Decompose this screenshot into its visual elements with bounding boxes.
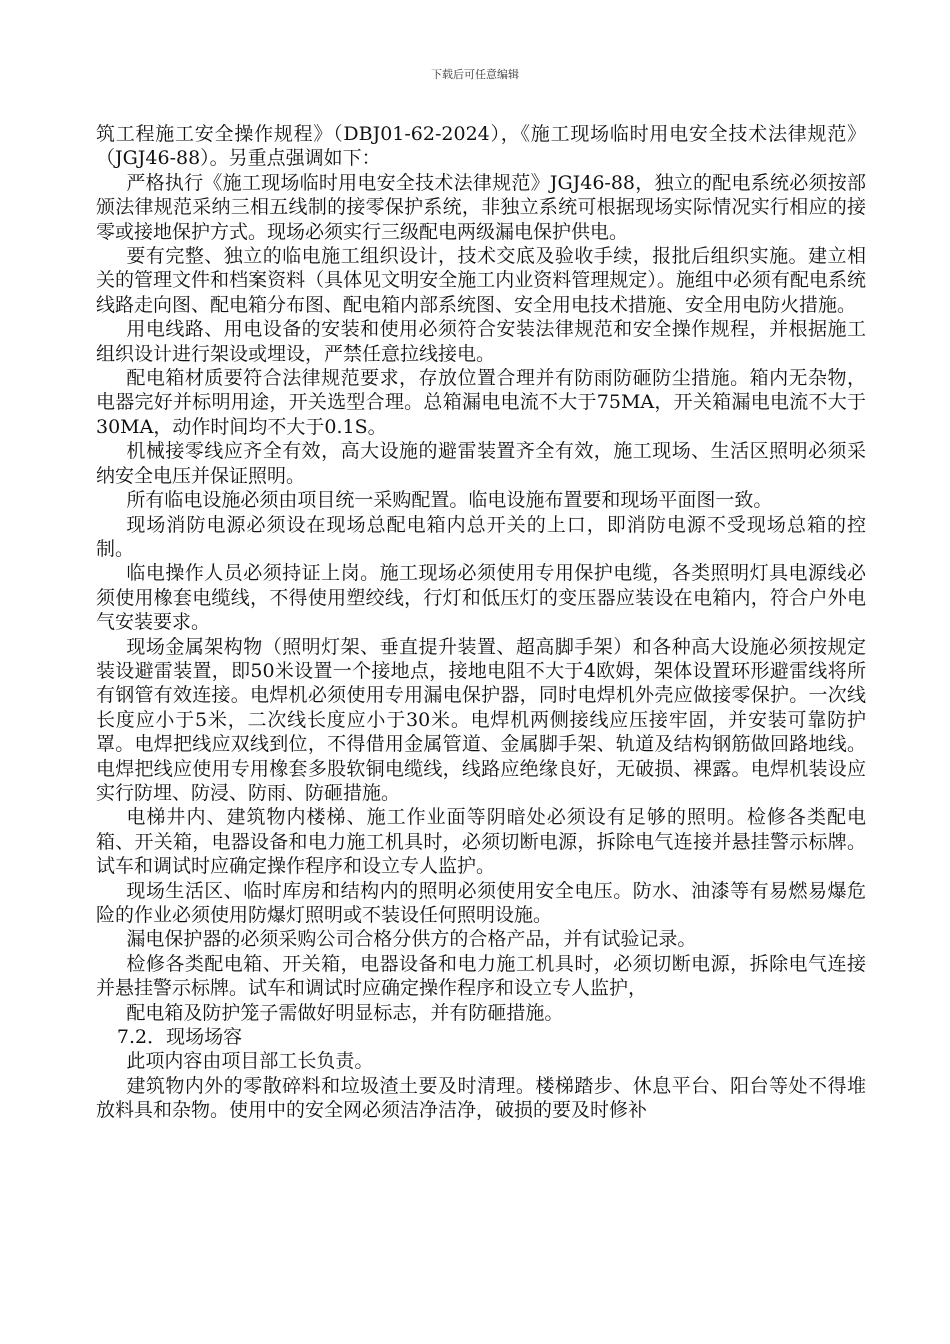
paragraph: 现场消防电源必须设在现场总配电箱内总开关的上口，即消防电源不受现场总箱的控制。 <box>96 513 866 560</box>
paragraph: 临电操作人员必须持证上岗。施工现场必须使用专用保护电缆，各类照明灯具电源线必须使用橡套电缆线，不得使用塑绞线，行灯和低压灯的变压器应装设在电箱内，符合户外电气安装要求。 <box>96 562 866 634</box>
paragraph: 电梯井内、建筑物内楼梯、施工作业面等阴暗处必须设有足够的照明。检修各类配电箱、开关箱，电器设备和电力施工机具时，必须切断电源，拆除电气连接并悬挂警示标牌。试车和调试时应确定操作程序和设立专人监护。 <box>96 806 866 878</box>
paragraph: 配电箱及防护笼子需做好明显标志，并有防砸措施。 <box>126 1001 564 1024</box>
document-body <box>96 122 866 1123</box>
paragraph: 配电箱材质要符合法律规范要求，存放位置合理并有防雨防砸防尘措施。箱内无杂物，电器完好并标明用途，开关选型合理。总箱漏电电流不大于75MA，开关箱漏电电流不大于30MA，动作时间均不大于0.1S。 <box>96 367 866 438</box>
paragraph: 所有临电设施必须由项目统一采购配置。临电设施布置要和现场平面图一致。 <box>126 489 773 512</box>
paragraph: 要有完整、独立的临电施工组织设计，技术交底及验收手续，报批后组织实施。建立相关的管理文件和档案资料（具体见文明安全施工内业资料管理规定）。施组中必须有配电系统线路走向图、配电箱分布图、配电箱内部系统图、安全用电技术措施、安全用电防火措施。 <box>96 245 866 316</box>
paragraph: 检修各类配电箱、开关箱，电器设备和电力施工机具时，必须切断电源，拆除电气连接并悬挂警示标牌。试车和调试时应确定操作程序和设立专人监护， <box>96 952 866 1000</box>
paragraph-continuation: 筑工程施工安全操作规程》（DBJ01-62-2024），《施工现场临时用电安全技术法律规范》（JGJ46-88）。另重点强调如下： <box>96 123 866 170</box>
paragraph: 漏电保护器的必须采购公司合格分供方的合格产品，并有试验记录。 <box>126 928 697 951</box>
paragraph: 用电线路、用电设备的安装和使用必须符合安装法律规范和安全操作规程，并根据施工组织设计进行架设或埋设，严禁任意拉线接电。 <box>96 318 866 365</box>
paragraph: 现场生活区、临时库房和结构内的照明必须使用安全电压。防水、油漆等有易燃易爆危险的作业必须使用防爆灯照明或不装设任何照明设施。 <box>96 879 866 926</box>
page-header-note: 下载后可任意编辑 <box>431 68 519 81</box>
paragraph: 严格执行《施工现场临时用电安全技术法律规范》JGJ46-88，独立的配电系统必须按部颁法律规范采纳三相五线制的接零保护系统，非独立系统可根据现场实际情况实行相应的接零或接地保护方式。现场必须实行三级配电两级漏电保护供电。 <box>96 171 866 243</box>
section-heading: 7.2．现场场容 <box>116 1026 243 1049</box>
paragraph: 建筑物内外的零散碎料和垃圾渣土要及时清理。楼梯踏步、休息平台、阳台等处不得堆放料具和杂物。使用中的安全网必须洁净洁净，破损的要及时修补 <box>96 1074 866 1122</box>
paragraph: 现场金属架构物（照明灯架、垂直提升装置、超高脚手架）和各种高大设施必须按规定装设避雷装置，即50米设置一个接地点，接地电阻不大于4欧姆，架体设置环形避雷线将所有钢管有效连接。电焊机必须使用专用漏电保护器，同时电焊机外壳应做接零保护。一次线长度应小于5米，二次线长度应小于30米。电焊机两侧接线应压接牢固，并安装可靠防护罩。电焊把线应双线到位，不得借用金属管道、金属脚手架、轨道及结构钢筋做回路地线。电焊把线应使用专用橡套多股软铜电缆线，线路应绝缘良好，无破损、裸露。电焊机装设应实行防埋、防浸、防雨、防砸措施。 <box>96 635 866 804</box>
paragraph: 此项内容由项目部工长负责。 <box>126 1050 374 1073</box>
paragraph: 机械接零线应齐全有效，高大设施的避雷装置齐全有效，施工现场、生活区照明必须采纳安全电压并保证照明。 <box>96 440 866 487</box>
